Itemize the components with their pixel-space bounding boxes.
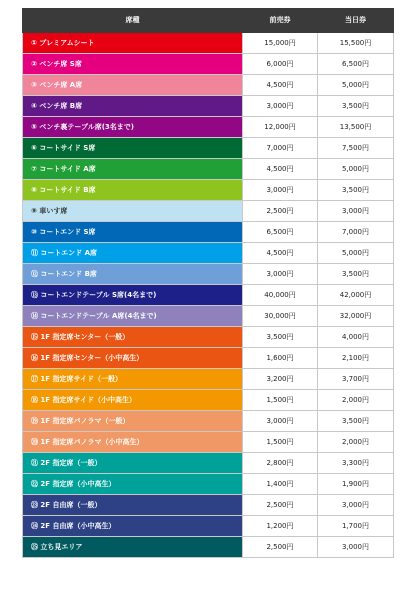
seat-type-cell: ㉓ 2F 自由席（一般）	[23, 495, 243, 516]
header-row	[23, 9, 394, 33]
day-price-cell: 7,000円	[318, 222, 394, 243]
table-row	[23, 369, 394, 390]
table-row	[23, 96, 394, 117]
table-row	[23, 243, 394, 264]
advance-price-cell: 3,500円	[243, 327, 318, 348]
day-price-cell: 3,700円	[318, 369, 394, 390]
table-row	[23, 75, 394, 96]
day-price-cell: 2,000円	[318, 390, 394, 411]
table-row	[23, 348, 394, 369]
seat-type-cell: ⑯ 1F 指定席センター（小中高生）	[23, 348, 243, 369]
advance-price-cell: 4,500円	[243, 75, 318, 96]
table-row	[23, 222, 394, 243]
advance-price-cell: 6,500円	[243, 222, 318, 243]
day-price-cell: 1,700円	[318, 516, 394, 537]
advance-price-cell: 3,000円	[243, 264, 318, 285]
table-row	[23, 537, 394, 558]
table-row	[23, 117, 394, 138]
table-row	[23, 180, 394, 201]
day-price-cell: 2,000円	[318, 432, 394, 453]
seat-type-cell: ⑩ コートエンド S席	[23, 222, 243, 243]
table-row	[23, 432, 394, 453]
header-seat-type: 席種	[23, 9, 243, 33]
advance-price-cell: 2,500円	[243, 537, 318, 558]
advance-price-cell: 2,800円	[243, 453, 318, 474]
table-row	[23, 33, 394, 54]
day-price-cell: 15,500円	[318, 33, 394, 54]
advance-price-cell: 4,500円	[243, 243, 318, 264]
advance-price-cell: 1,500円	[243, 432, 318, 453]
seat-type-cell: ㉕ 立ち見エリア	[23, 537, 243, 558]
table-row	[23, 390, 394, 411]
day-price-cell: 3,000円	[318, 201, 394, 222]
header-day-ticket: 当日券	[318, 9, 394, 33]
advance-price-cell: 1,500円	[243, 390, 318, 411]
table-row	[23, 495, 394, 516]
advance-price-cell: 30,000円	[243, 306, 318, 327]
advance-price-cell: 12,000円	[243, 117, 318, 138]
day-price-cell: 3,500円	[318, 411, 394, 432]
table-row	[23, 474, 394, 495]
seat-type-cell: ⑨ 車いす席	[23, 201, 243, 222]
advance-price-cell: 3,200円	[243, 369, 318, 390]
table-header	[23, 9, 394, 33]
day-price-cell: 3,500円	[318, 180, 394, 201]
seat-type-cell: ⑧ コートサイド B席	[23, 180, 243, 201]
day-price-cell: 2,100円	[318, 348, 394, 369]
advance-price-cell: 3,000円	[243, 180, 318, 201]
advance-price-cell: 3,000円	[243, 96, 318, 117]
seat-type-cell: ⑱ 1F 指定席サイド（小中高生）	[23, 390, 243, 411]
day-price-cell: 1,900円	[318, 474, 394, 495]
table-row	[23, 138, 394, 159]
day-price-cell: 3,000円	[318, 537, 394, 558]
day-price-cell: 3,000円	[318, 495, 394, 516]
table-row	[23, 306, 394, 327]
day-price-cell: 5,000円	[318, 75, 394, 96]
seat-type-cell: ④ ベンチ席 B席	[23, 96, 243, 117]
day-price-cell: 42,000円	[318, 285, 394, 306]
advance-price-cell: 2,500円	[243, 201, 318, 222]
advance-price-cell: 3,000円	[243, 411, 318, 432]
advance-price-cell: 4,500円	[243, 159, 318, 180]
seat-type-cell: ⑬ コートエンドテーブル S席(4名まで)	[23, 285, 243, 306]
day-price-cell: 13,500円	[318, 117, 394, 138]
seat-type-cell: ① プレミアムシート	[23, 33, 243, 54]
advance-price-cell: 2,500円	[243, 495, 318, 516]
day-price-cell: 6,500円	[318, 54, 394, 75]
advance-price-cell: 40,000円	[243, 285, 318, 306]
seat-type-cell: ⑳ 1F 指定席パノラマ（小中高生）	[23, 432, 243, 453]
seat-type-cell: ⑦ コートサイド A席	[23, 159, 243, 180]
table-row	[23, 516, 394, 537]
advance-price-cell: 1,600円	[243, 348, 318, 369]
seat-type-cell: ⑫ コートエンド B席	[23, 264, 243, 285]
seat-type-cell: ② ベンチ席 S席	[23, 54, 243, 75]
seat-type-cell: ⑪ コートエンド A席	[23, 243, 243, 264]
day-price-cell: 5,000円	[318, 159, 394, 180]
seat-type-cell: ⑰ 1F 指定席サイド（一般）	[23, 369, 243, 390]
ticket-price-table	[22, 8, 394, 558]
table-row	[23, 54, 394, 75]
day-price-cell: 4,000円	[318, 327, 394, 348]
seat-type-cell: ⑤ ベンチ裏テーブル席(3名まで)	[23, 117, 243, 138]
advance-price-cell: 6,000円	[243, 54, 318, 75]
day-price-cell: 5,000円	[318, 243, 394, 264]
seat-type-cell: ⑲ 1F 指定席パノラマ（一般）	[23, 411, 243, 432]
header-advance-ticket: 前売券	[243, 9, 318, 33]
advance-price-cell: 1,200円	[243, 516, 318, 537]
seat-type-cell: ㉒ 2F 指定席（小中高生）	[23, 474, 243, 495]
seat-type-cell: ⑭ コートエンドテーブル A席(4名まで)	[23, 306, 243, 327]
day-price-cell: 3,500円	[318, 264, 394, 285]
seat-type-cell: ㉑ 2F 指定席（一般）	[23, 453, 243, 474]
seat-type-cell: ⑥ コートサイド S席	[23, 138, 243, 159]
table-row	[23, 453, 394, 474]
seat-type-cell: ⑮ 1F 指定席センター（一般）	[23, 327, 243, 348]
day-price-cell: 7,500円	[318, 138, 394, 159]
advance-price-cell: 7,000円	[243, 138, 318, 159]
table-row	[23, 264, 394, 285]
table-body	[23, 33, 394, 558]
table-row	[23, 411, 394, 432]
table-row	[23, 327, 394, 348]
seat-type-cell: ㉔ 2F 自由席（小中高生）	[23, 516, 243, 537]
advance-price-cell: 15,000円	[243, 33, 318, 54]
table-row	[23, 201, 394, 222]
day-price-cell: 3,500円	[318, 96, 394, 117]
day-price-cell: 3,300円	[318, 453, 394, 474]
table-row	[23, 285, 394, 306]
advance-price-cell: 1,400円	[243, 474, 318, 495]
table-row	[23, 159, 394, 180]
day-price-cell: 32,000円	[318, 306, 394, 327]
seat-type-cell: ③ ベンチ席 A席	[23, 75, 243, 96]
